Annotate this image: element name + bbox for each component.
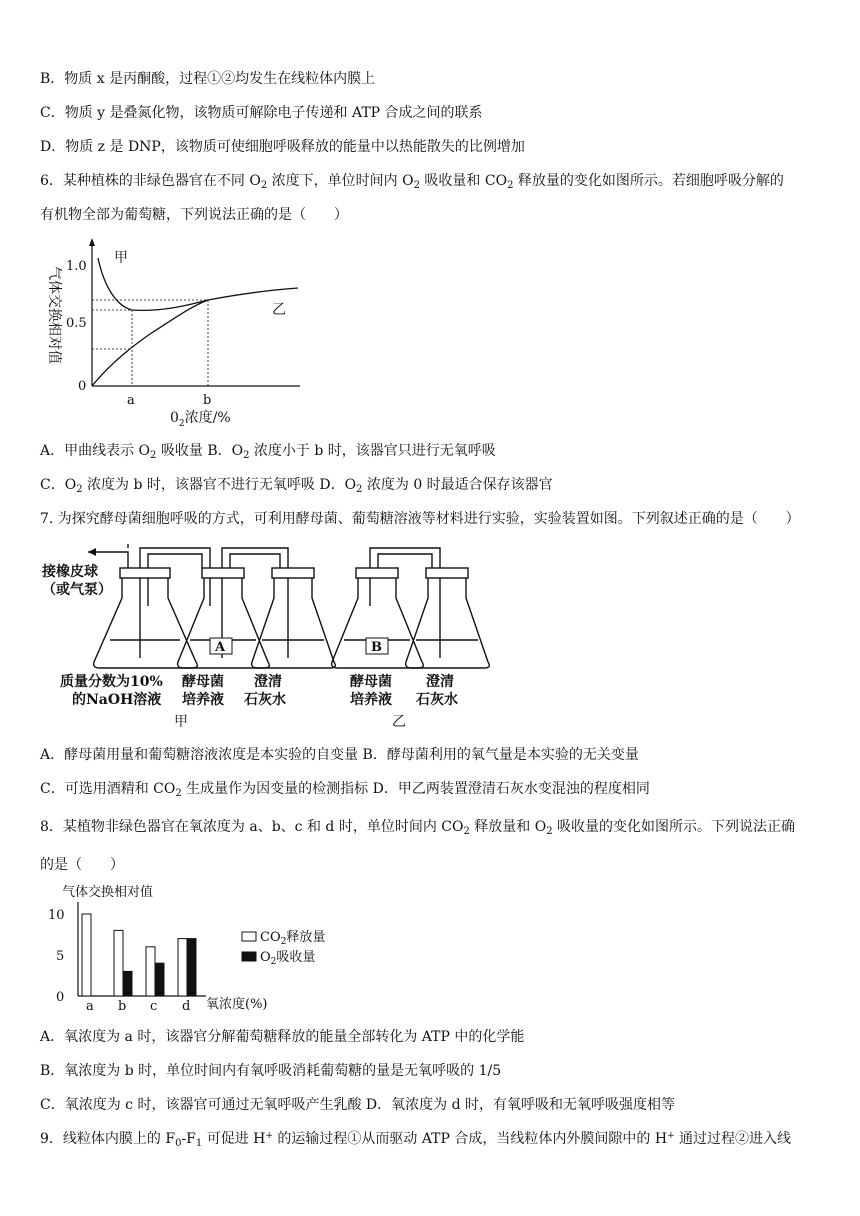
- bar-x-tick-c: c: [150, 999, 158, 1014]
- q8-option-b: B．氧浓度为 b 时，单位时间内有氧呼吸消耗葡萄糖的量是无氧呼吸的 1/5: [40, 1063, 502, 1079]
- x-axis-label: $0_2$浓度/%: [170, 410, 231, 429]
- yeast-b-label-1: 酵母菌: [350, 674, 392, 690]
- bar-y-tick-0: 0: [56, 990, 65, 1005]
- q8-options-cd: C．氧浓度为 c 时，该器官可通过无氧呼吸产生乳酸 D．氧浓度为 d 时，有氧呼吸和无氧呼吸强度相等: [40, 1097, 675, 1113]
- q6-gas-exchange-line-chart: [40, 236, 310, 432]
- bar-x-tick-a: a: [86, 999, 94, 1014]
- yeast-label-1: 酵母菌: [182, 674, 224, 690]
- x-tick-a: a: [127, 393, 135, 408]
- y-tick-0: 0: [78, 379, 87, 394]
- q7-options-row1: A．酵母菌用量和葡萄糖溶液浓度是本实验的自变量 B．酵母菌利用的氧气量是本实验的无关变量: [40, 747, 639, 763]
- q8-option-a: A．氧浓度为 a 时，该器官分解葡萄糖释放的能量全部转化为 ATP 中的化学能: [40, 1029, 525, 1045]
- setup-label-yi: 乙: [392, 714, 406, 730]
- inlet-arrow: [88, 548, 96, 556]
- setup-label-jia: 甲: [174, 714, 188, 730]
- y-axis-label: 气体交换相对值: [46, 266, 62, 364]
- bar-co2-d: [178, 939, 187, 996]
- lime-label-2: 石灰水: [244, 692, 286, 708]
- y-tick-05: 0.5: [66, 316, 87, 331]
- q9-stem: 9．线粒体内膜上的 $F_0-F_1$ 可促进 H+ 的运输过程①从而驱动 ATP 合成，当线粒体内外膜间隙中的 H+ 通过过程②进入线: [40, 1131, 792, 1149]
- y-axis-arrow: [89, 238, 95, 246]
- curve-yi: [92, 300, 208, 386]
- pump-label-1: 接橡皮球: [42, 564, 98, 580]
- bar-x-tick-b: b: [118, 999, 127, 1014]
- q5-option-d: D．物质 z 是 DNP，该物质可使细胞呼吸释放的能量中以热能散失的比例增加: [40, 139, 525, 155]
- q7-options-row2: C．可选用酒精和 $CO_2$ 生成量作为因变量的检测指标 D．甲乙两装置澄清石灰水变混浊的程度相同: [40, 781, 650, 799]
- q8-stem-line1: 8．某植物非绿色器官在氧浓度为 a、b、c 和 d 时，单位时间内 $CO_2$ 释放量和 $O_2$ 吸收量的变化如图所示。下列说法正确: [40, 819, 796, 837]
- flask-label-a: A: [215, 640, 226, 655]
- q8-stem-line2: 的是（ ）: [40, 857, 124, 873]
- connector-b: [370, 548, 440, 568]
- q8-bar-chart: [40, 882, 340, 1018]
- naoh-label-2: 的NaOH溶液: [72, 692, 162, 708]
- q7-yeast-apparatus-diagram: [40, 540, 500, 730]
- bar-x-axis-label: 氧浓度(%): [206, 997, 268, 1012]
- q6-stem-line1: 6．某种植株的非绿色器官在不同 $O_2$ 浓度下，单位时间内 $O_2$ 吸收量和 $CO_2$ 释放量的变化如图所示。若细胞呼吸分解的: [40, 173, 784, 191]
- legend-co2: $CO_2$释放量: [260, 930, 326, 947]
- bar-o2-d: [187, 939, 196, 996]
- q6-stem-line2: 有机物全部为葡萄糖，下列说法正确的是（ ）: [40, 207, 348, 223]
- bar-y-tick-5: 5: [56, 949, 65, 964]
- legend-swatch-o2: [242, 952, 256, 961]
- curve-jia: [98, 258, 298, 310]
- q5-option-b: B．物质 x 是丙酮酸，过程①②均发生在线粒体内膜上: [40, 71, 376, 87]
- flask-label-b: B: [371, 640, 382, 655]
- pump-label-2: （或气泵）: [42, 582, 112, 598]
- y-tick-1: 1.0: [66, 259, 87, 274]
- q7-stem: 7. 为探究酵母菌细胞呼吸的方式，可利用酵母菌、葡萄糖溶液等材料进行实验，实验装置如图。下列叙述正确的是（ ）: [40, 511, 800, 527]
- yeast-label-2: 培养液: [182, 692, 224, 708]
- label-yi: 乙: [272, 302, 286, 318]
- connector-1-2: [140, 548, 210, 568]
- bar-co2-a: [82, 914, 91, 996]
- lime-b-label-2: 石灰水: [416, 692, 458, 708]
- bar-o2-b: [123, 971, 132, 996]
- legend-swatch-co2: [242, 932, 256, 941]
- q5-option-c: C．物质 y 是叠氮化物，该物质可解除电子传递和 ATP 合成之间的联系: [40, 105, 483, 121]
- bar-co2-b: [114, 930, 123, 996]
- naoh-label-1: 质量分数为10%: [60, 674, 163, 690]
- q6-options-row1: A．甲曲线表示 $O_2$ 吸收量 B．$O_2$ 浓度小于 b 时，该器官只进行无氧呼吸: [40, 443, 496, 461]
- connector-2-3: [222, 548, 288, 568]
- bar-co2-c: [146, 947, 155, 996]
- x-tick-b: b: [203, 393, 212, 408]
- q6-options-row2: C．$O_2$ 浓度为 b 时，该器官不进行无氧呼吸 D．$O_2$ 浓度为 0 时最适合保存该器官: [40, 477, 553, 495]
- bar-o2-c: [155, 963, 164, 996]
- lime-b-label-1: 澄清: [426, 674, 454, 690]
- legend-o2: $O_2$吸收量: [260, 950, 316, 967]
- bar-y-tick-10: 10: [48, 908, 65, 923]
- bar-chart-ylabel: 气体交换相对值: [62, 885, 154, 900]
- yeast-b-label-2: 培养液: [350, 692, 392, 708]
- lime-label-1: 澄清: [254, 674, 282, 690]
- label-jia: 甲: [114, 250, 128, 266]
- bar-x-tick-d: d: [182, 999, 191, 1014]
